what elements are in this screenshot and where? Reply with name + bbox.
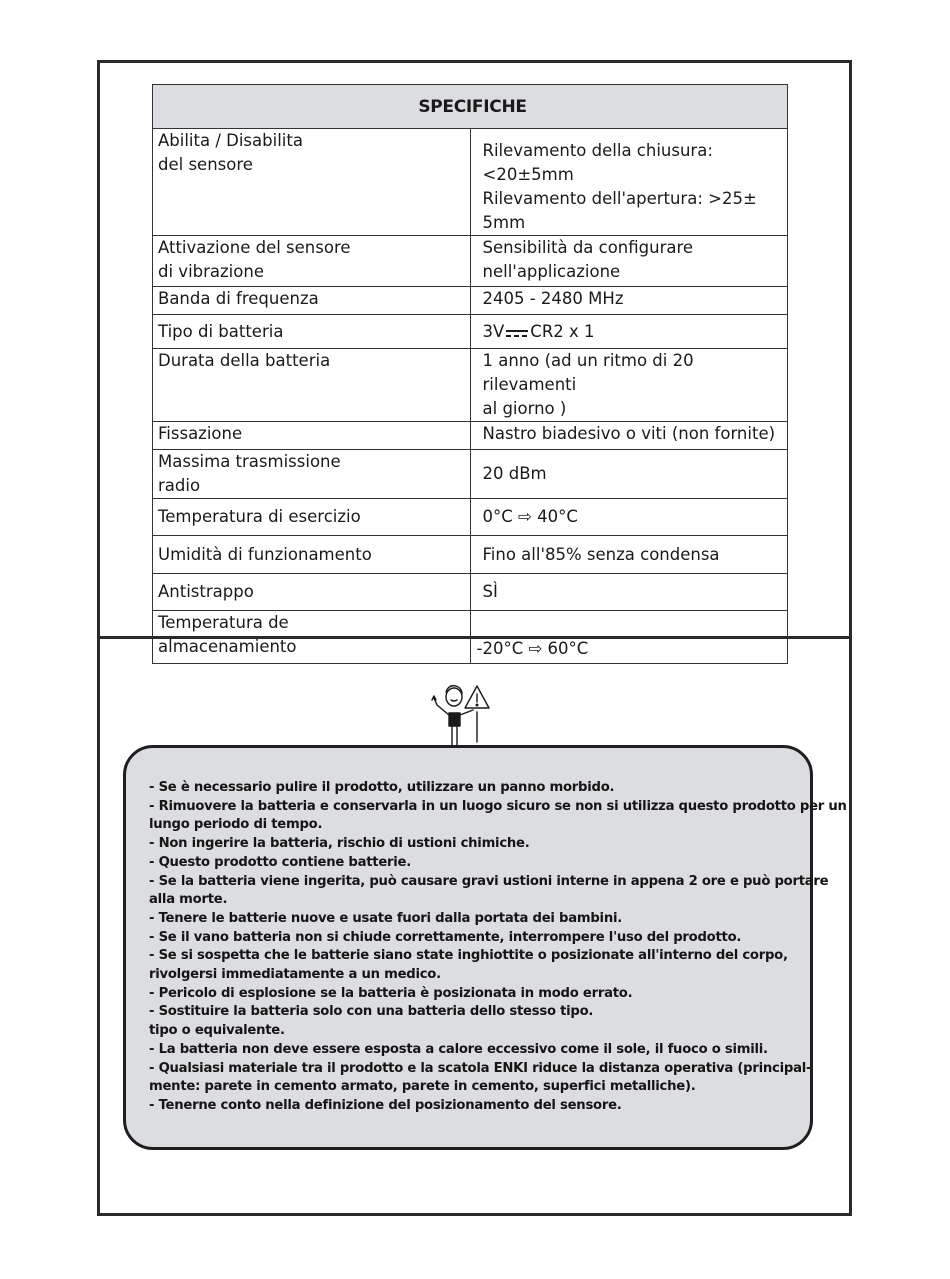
warning-line: - Pericolo di esplosione se la batteria è posizionata in modo errato. [149, 985, 633, 1001]
dc-symbol-icon [506, 330, 528, 338]
spec-value: Sensibilità da configurare nell'applicazione [470, 236, 788, 287]
spec-value: SÌ [470, 574, 788, 611]
warning-line: - Se si sospetta che le batterie siano state inghiottite o posizionate all'interno del corpo, [149, 948, 788, 964]
warning-line: alla morte. [149, 892, 228, 908]
warning-line: rivolgersi immediatamente a un medico. [149, 967, 441, 983]
warning-line: - Questo prodotto contiene batterie. [149, 854, 412, 870]
safety-warnings-list [149, 779, 847, 1116]
spec-key: Abilita / Disabilita del sensore [153, 129, 471, 236]
warning-line: tipo o equivalente. [149, 1023, 285, 1039]
warning-line: - Qualsiasi materiale tra il prodotto e la scatola ENKI riduce la distanza operativa (principal- [149, 1060, 812, 1076]
warning-line: - Rimuovere la batteria e conservarla in un luogo sicuro se non si utilizza questo prodotto per un [149, 798, 847, 814]
spec-key: Umidità di funzionamento [153, 536, 471, 574]
spec-table [152, 84, 788, 664]
spec-key: Antistrappo [153, 574, 471, 611]
spec-value: Fino all'85% senza condensa [470, 536, 788, 574]
warning-line: - Sostituire la batteria solo con una batteria dello stesso tipo. [149, 1004, 594, 1020]
spec-key: Attivazione del sensore di vibrazione [153, 236, 471, 287]
spec-key: Tipo di batteria [153, 315, 471, 349]
spec-value [470, 315, 788, 349]
warning-line: mente: parete in cemento armato, parete in cemento, superfici metalliche). [149, 1079, 696, 1095]
spec-value: 2405 - 2480 MHz [470, 287, 788, 315]
warning-line: - Se la batteria viene ingerita, può causare gravi ustioni interne in appena 2 ore e può portare [149, 873, 829, 889]
spec-key: Durata della batteria [153, 349, 471, 422]
spec-value: Nastro biadesivo o viti (non fornite) [470, 422, 788, 450]
spec-key: Temperatura di esercizio [153, 499, 471, 536]
spec-key: Fissazione [153, 422, 471, 450]
warning-line: - La batteria non deve essere esposta a calore eccessivo come il sole, il fuoco o simili. [149, 1041, 768, 1057]
warning-line: - Se è necessario pulire il prodotto, utilizzare un panno morbido. [149, 780, 615, 795]
spec-value: 0°C ⇨ 40°C [470, 499, 788, 536]
battery-type: CR2 x 1 [530, 321, 595, 341]
spec-key: Banda di frequenza [153, 287, 471, 315]
spec-value: -20°C ⇨ 60°C [470, 611, 788, 664]
battery-voltage: 3V [482, 321, 505, 341]
spec-key: Temperatura de almacenamiento [153, 611, 471, 664]
spec-key: Massima trasmissione radio [153, 450, 471, 499]
warning-line: - Non ingerire la batteria, rischio di ustioni chimiche. [149, 836, 530, 852]
spec-value: 1 anno (ad un ritmo di 20 rilevamenti al giorno ) [470, 349, 788, 422]
warning-line: lungo periodo di tempo. [149, 817, 323, 833]
spec-table-title: SPECIFICHE [153, 85, 788, 129]
spec-value: Rilevamento della chiusura:<20±5mm Rilevamento dell'apertura: >25± 5mm [470, 129, 788, 236]
warning-line: - Tenere le batterie nuove e usate fuori dalla portata dei bambini. [149, 910, 622, 926]
spec-value: 20 dBm [470, 450, 788, 499]
warning-line: - Tenerne conto nella definizione del posizionamento del sensore. [149, 1097, 622, 1113]
warning-line: - Se il vano batteria non si chiude correttamente, interrompere l'uso del prodotto. [149, 929, 742, 945]
